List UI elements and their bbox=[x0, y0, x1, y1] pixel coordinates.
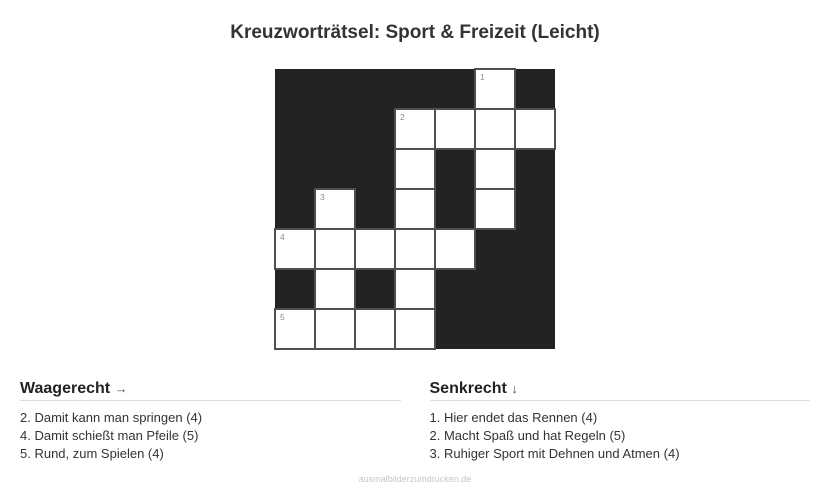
crossword-board bbox=[275, 69, 555, 349]
clue-across-item: 4. Damit schießt man Pfeile (5) bbox=[20, 428, 199, 443]
grid-cell-r6c0[interactable] bbox=[274, 308, 316, 350]
grid-cell-r5c3[interactable] bbox=[394, 268, 436, 310]
clues-across-section bbox=[20, 380, 401, 463]
arrow-right-icon: → bbox=[114, 381, 128, 396]
clues-down-heading bbox=[430, 380, 811, 401]
clue-number: 2 bbox=[400, 112, 405, 122]
grid-cell-r4c2[interactable] bbox=[354, 228, 396, 270]
clues-section bbox=[0, 380, 830, 463]
clues-across-heading bbox=[20, 380, 401, 401]
grid-cell-r5c1[interactable] bbox=[314, 268, 356, 310]
grid-cell-r6c2[interactable] bbox=[354, 308, 396, 350]
watermark: ausmalbilderzumdrucken.de bbox=[358, 474, 472, 484]
grid-cell-r3c1[interactable] bbox=[314, 188, 356, 230]
clue-number: 5 bbox=[280, 312, 285, 322]
clue-down-item: 1. Hier endet das Rennen (4) bbox=[429, 410, 598, 425]
clue-across-item: 5. Rund, zum Spielen (4) bbox=[20, 446, 164, 461]
grid-cell-r4c4[interactable] bbox=[434, 228, 476, 270]
grid-cell-r4c1[interactable] bbox=[314, 228, 356, 270]
arrow-down-icon: ↓ bbox=[511, 381, 518, 396]
grid-cell-r2c3[interactable] bbox=[394, 148, 436, 190]
grid-cell-r3c3[interactable] bbox=[394, 188, 436, 230]
clue-number: 1 bbox=[480, 72, 485, 82]
page-title: Kreuzworträtsel: Sport & Freizeit (Leicht) bbox=[230, 22, 600, 43]
grid-cell-r1c4[interactable] bbox=[434, 108, 476, 150]
grid-cell-r6c3[interactable] bbox=[394, 308, 436, 350]
grid-cell-r1c3[interactable] bbox=[394, 108, 436, 150]
grid-cell-r3c5[interactable] bbox=[474, 188, 516, 230]
grid-cell-r4c0[interactable] bbox=[274, 228, 316, 270]
grid-cell-r1c6[interactable] bbox=[514, 108, 556, 150]
grid-cell-r2c5[interactable] bbox=[474, 148, 516, 190]
grid-cell-r4c3[interactable] bbox=[394, 228, 436, 270]
clues-down-title: Senkrecht bbox=[429, 380, 507, 397]
clue-number: 3 bbox=[320, 192, 325, 202]
clue-down-item: 3. Ruhiger Sport mit Dehnen und Atmen (4) bbox=[429, 446, 680, 461]
clues-across-list bbox=[20, 409, 401, 463]
clue-number: 4 bbox=[280, 232, 285, 242]
clues-down-list bbox=[430, 409, 811, 463]
grid-cell-r0c5[interactable] bbox=[474, 68, 516, 110]
grid-cell-r1c5[interactable] bbox=[474, 108, 516, 150]
clue-across-item: 2. Damit kann man springen (4) bbox=[20, 410, 203, 425]
grid-cell-r6c1[interactable] bbox=[314, 308, 356, 350]
clue-down-item: 2. Macht Spaß und hat Regeln (5) bbox=[429, 428, 626, 443]
clues-across-title: Waagerecht bbox=[20, 380, 111, 397]
clues-down-section bbox=[430, 380, 811, 463]
